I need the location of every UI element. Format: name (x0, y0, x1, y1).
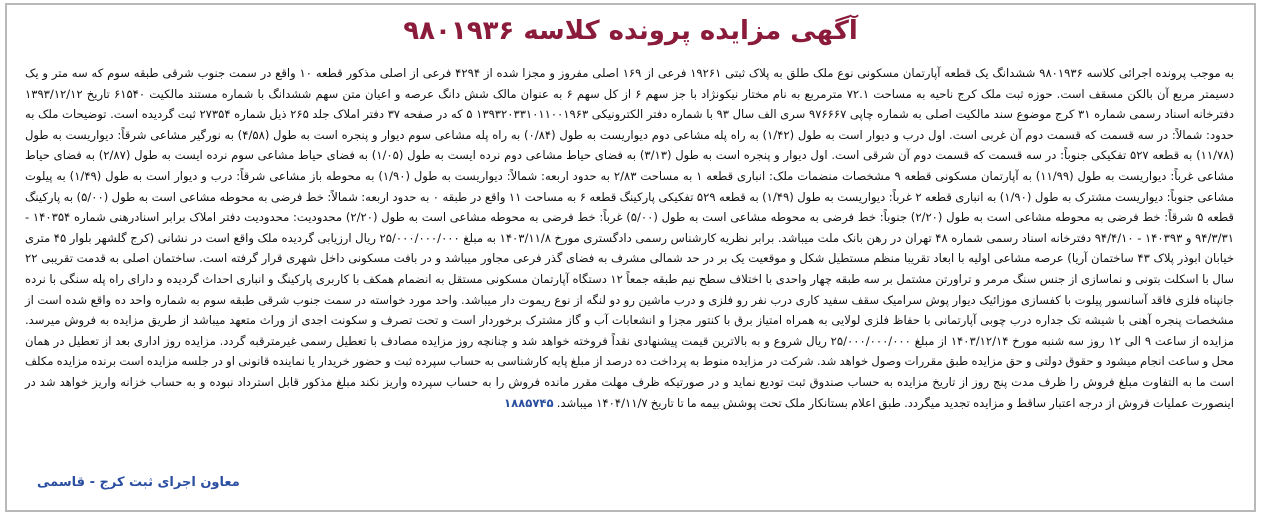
notice-title: آگهی مزایده پرونده کلاسه ۹۸۰۱۹۳۶ (403, 16, 858, 46)
notice-signature: معاون اجرای ثبت کرج - قاسمی (37, 475, 240, 490)
notice-body-text: به موجب پرونده اجرائی کلاسه ۹۸۰۱۹۳۶ ششدانگ یک قطعه آپارتمان مسکونی نوع ملک طلق به پلاک ثبتی ۱۹۲۶۱ فرعی از ۱۶۹ اصلی مفروز و مجزا شده از ۴۲۹۴ فرعی از اصلی مذکور قطعه ۱۰ واقع در سمت جنوب شرقی طبقه سوم که سه متر و یک دسیمتر مربع آن بالکن مسقف است. حوزه ثبت ملک کرج ناحیه به مساحت ۷۲.۱ مترمربع به نام مختار نیکونژاد با جز سهم ۶ از کل سهم ۶ به عنوان مالک شش دانگ عرصه و اعیان متن سهم ششدانگ با شماره مستند مالکیت ۶۱۵۴۰ تاریخ ۱۳۹۳/۱۲/۱۲ دفترخانه اسناد رسمی شماره ۳۱ کرج موضوع سند مالکیت اصلی به شماره چاپی ۹۷۶۶۶۷ سری الف سال ۹۳ با شماره دفتر الکترونیکی ۱۳۹۳۲۰۳۳۱۰۱۱۰۰۱۹۶۳ ۵ که در صفحه ۳۷ دفتر املاک جلد ۲۶۵ ذیل شماره ۲۷۳۵۴ ثبت گردیده است. توضیحات ملک به حدود: شمالاً: در سه قسمت که قسمت دوم آن غربی است. اول درب و دیوار است به طول (۱/۴۲) به راه پله مشاعی دوم دیواریست به طول (۰/۸۴) به راه پله مشاعی سوم دیوار و پنجره است به طول (۴/۵۸) به نورگیر مشاعی شرقاً: دیواریست به طول (۱۱/۷۸) به قطعه ۵۲۷ تفکیکی جنوباً: در سه قسمت که قسمت دوم آن شرقی است. اول دیوار و پنجره است به طول (۳/۱۳) به فضای حیاط مشاعی دوم نرده ایست به طول (۱/۰۵) به فضای حیاط مشاعی سوم نرده ایست به طول (۲/۸۷) به فضای حیاط مشاعی غرباً: دیواریست به طول (۱۱/۹۹) به آپارتمان مسکونی قطعه ۹ مشخصات منضمات ملک: انباری قطعه ۱ به مساحت ۲/۸۳ به حدود اربعه: شمالاً: دیواریست به طول (۱/۹۰) به محوطه باز مشاعی شرقاً: درب و دیوار است به طول (۱/۴۹) به پیلوت مشاعی جنوباً: دیواریست مشترک به طول (۱/۹۰) به انباری قطعه ۲ غرباً: دیواریست به طول (۱/۴۹) به قطعه ۵۲۹ تفکیکی پارکینگ قطعه ۶ به مساحت ۱۱ واقع در طبقه ۰ به حدود اربعه: شمالاً: خط فرضی به محوطه مشاعی است به طول (۵/۰۰) به پارکینگ قطعه ۵ شرقاً: خط فرضی به محوطه مشاعی است به طول (۲/۲۰) جنوباً: خط فرضی به محوطه مشاعی است به طول (۵/۰۰) غرباً: خط فرضی به محوطه مشاعی است به طول (۲/۲۰) محدودیت: محدودیت دفتر املاک برابر اسنادرهنی شماره ۱۴۰۳۵۴ - ۹۴/۳/۳۱ و ۱۴۰۳۹۳ - ۹۴/۴/۱۰ دفترخانه اسناد رسمی شماره ۴۸ تهران در رهن بانک ملت میباشد. برابر نظریه کارشناس رسمی دادگستری مورخ ۱۴۰۳/۱۱/۸ به مبلغ ۲۵/۰۰۰/۰۰۰/۰۰۰ ریال ارزیابی گردیده ملک واقع است در نشانی (کرج گلشهر بلوار ۴۵ متری خیابان ابوذر پلاک ۴۳ ساختمان آریا) عرصه مشاعی اولیه با ابعاد تقریبا منظم مستطیل شکل و موقعیت یک بر در حد شمالی مشرف به فضای گذر فرعی مجاور میباشد و در بافت مسکونی داخل شهری قرار گرفته است. ساختمان اصلی به قدمت تقریبی ۲۲ سال با اسکلت بتونی و نماسازی از جنس سنگ مرمر و تراورتن مشتمل بر سه طبقه چهار واحدی با اختلاف سطح نیم طبقه جمعاً ۱۲ دستگاه آپارتمان مسکونی مستقل به انضمام همکف با کاربری پارکینگ و انباری احداث گردیده و دارای راه پله سنگی با نرده جانپناه فلزی فاقد آسانسور پیلوت با کفسازی موزائیک دیوار پوش سرامیک سقف سفید کاری درب نفر رو فلزی و درب ماشین رو دو لنگه از نوع ریموت دار میباشد. واحد مورد خواسته در سمت جنوب شرقی طبقه سوم به شماره واحد ده واقع شده است از مشخصات پنجره آهنی با شیشه تک جداره درب چوبی آپارتمانی با حفاظ فلزی لولایی به همراه امتیاز برق با کنتور مجزا و انشعابات آب و گاز مشترک برخوردار است و تحت تصرف و سکونت اجدی از وراث متعهد میباشد از طریق مزایده به فروش میرسد. مزایده از ساعت ۹ الی ۱۲ روز سه شنبه مورخ ۱۴۰۳/۱۲/۱۴ از مبلغ ۲۵/۰۰۰/۰۰۰/۰۰۰ ریال شروع و به بالاترین قیمت پیشنهادی نقداً فروخته خواهد شد و چنانچه روز مزایده مصادف با تعطیل رسمی غیرمترقبه گردد. مزایده روز اداری بعد از تعطیل در همان محل و ساعت انجام میشود و حقوق دولتی و حق مزایده طبق مقررات وصول خواهد شد. شرکت در مزایده منوط به پرداخت ده درصد از مبلغ پایه کارشناسی به حساب سپرده ثبت و حضور خریدار یا نماینده قانونی او در جلسه مزایده است برنده مزایده مکلف است ما به التفاوت مبلغ فروش را ظرف مدت پنج روز از تاریخ مزایده به حساب صندوق ثبت تودیع نماید و در صورتیکه ظرف مهلت مقرر مانده فروش را به حساب سپرده واریز نکند مبلغ مذکور قابل استرداد نبوده و به حساب خزانه واریز خواهد شد در اینصورت عملیات فروش از درجه اعتبار ساقط و مزایده تجدید میگردد. طبق اعلام بستانکار ملک تحت پوشش بیمه ما تا تاریخ ۱۴۰۴/۱۱/۷ میباشد. (25, 66, 1235, 410)
notice-body (25, 63, 1234, 413)
notice-code: ۱۸۸۵۷۴۵ (504, 395, 554, 410)
notice-frame (5, 3, 1256, 512)
